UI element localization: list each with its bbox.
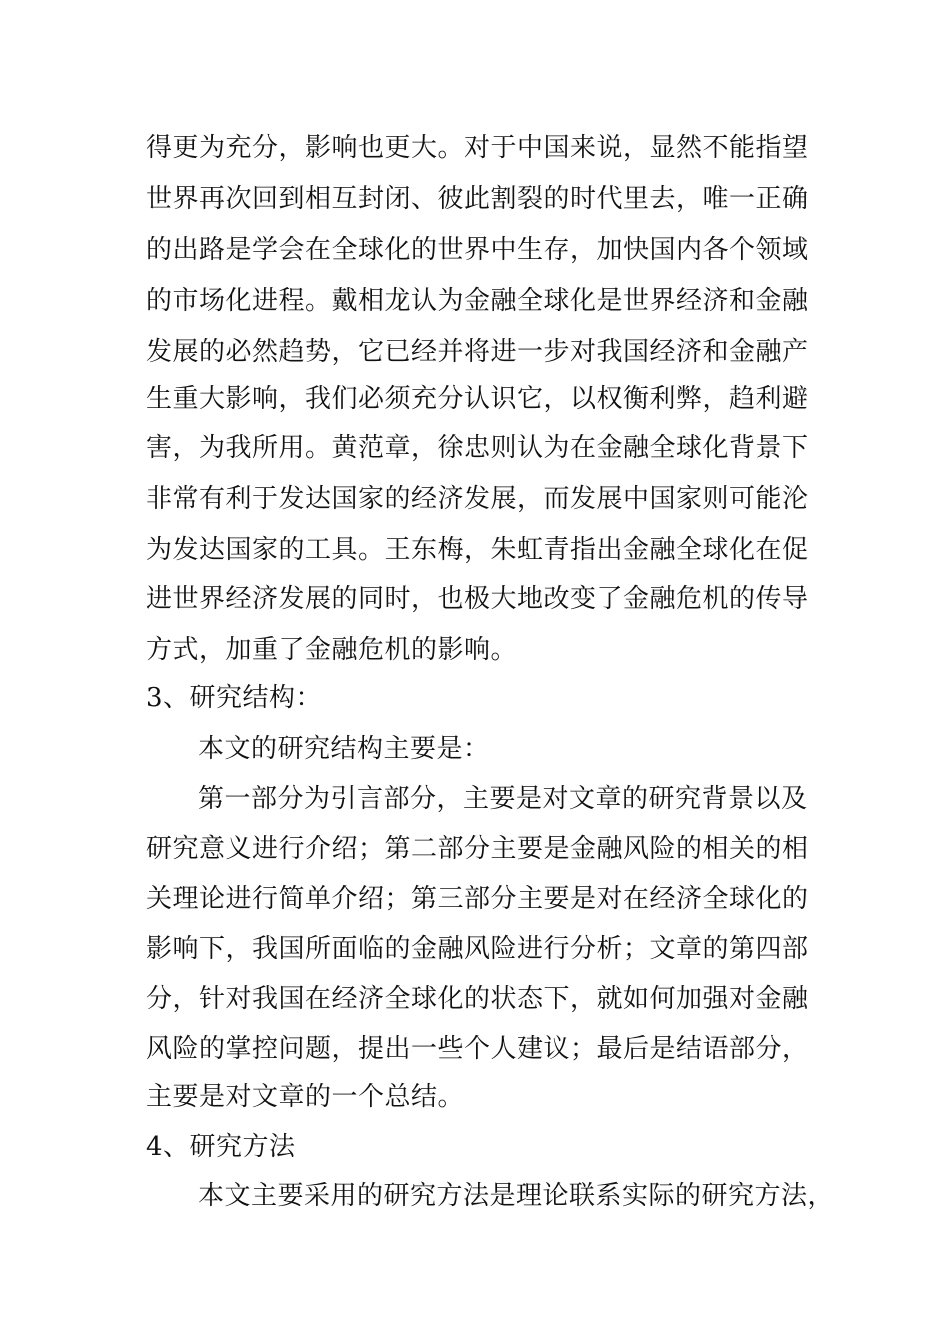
text-line: 得更为充分，影响也更大。对于中国来说，显然不能指望 <box>146 133 809 163</box>
text-line: 非常有利于发达国家的经济发展，而发展中国家则可能沦 <box>146 484 809 514</box>
text-line: 发展的必然趋势，它已经并将进一步对我国经济和金融产 <box>146 337 809 367</box>
text-line: 的市场化进程。戴相龙认为金融全球化是世界经济和金融 <box>146 286 809 316</box>
text-line: 害，为我所用。黄范章，徐忠则认为在金融全球化背景下 <box>146 433 809 463</box>
text-line: 影响下，我国所面临的金融风险进行分析；文章的第四部 <box>146 934 809 964</box>
text-line: 主要是对文章的一个总结。 <box>146 1082 465 1112</box>
text-line: 研究意义进行介绍；第二部分主要是金融风险的相关的相 <box>146 834 809 864</box>
text-line: 分，针对我国在经济全球化的状态下，就如何加强对金融 <box>146 984 809 1014</box>
text-line: 为发达国家的工具。王东梅，朱虹青指出金融全球化在促 <box>146 535 809 565</box>
text-line: 生重大影响，我们必须充分认识它，以权衡利弊，趋利避 <box>146 384 809 414</box>
text-line: 关理论进行简单介绍；第三部分主要是对在经济全球化的 <box>146 884 809 914</box>
text-line: 第一部分为引言部分，主要是对文章的研究背景以及 <box>198 784 808 814</box>
section-heading: 4、研究方法 <box>146 1132 296 1162</box>
section-heading: 3、研究结构： <box>146 683 323 713</box>
text-line: 本文主要采用的研究方法是理论联系实际的研究方法， <box>198 1181 835 1211</box>
text-line: 方式，加重了金融危机的影响。 <box>146 635 518 665</box>
text-line: 进世界经济发展的同时，也极大地改变了金融危机的传导 <box>146 584 809 614</box>
text-line: 世界再次回到相互封闭、彼此割裂的时代里去，唯一正确 <box>146 184 809 214</box>
text-line: 本文的研究结构主要是： <box>198 734 490 764</box>
text-line: 风险的掌控问题，提出一些个人建议；最后是结语部分， <box>146 1034 809 1064</box>
text-line: 的出路是学会在全球化的世界中生存，加快国内各个领域 <box>146 235 809 265</box>
